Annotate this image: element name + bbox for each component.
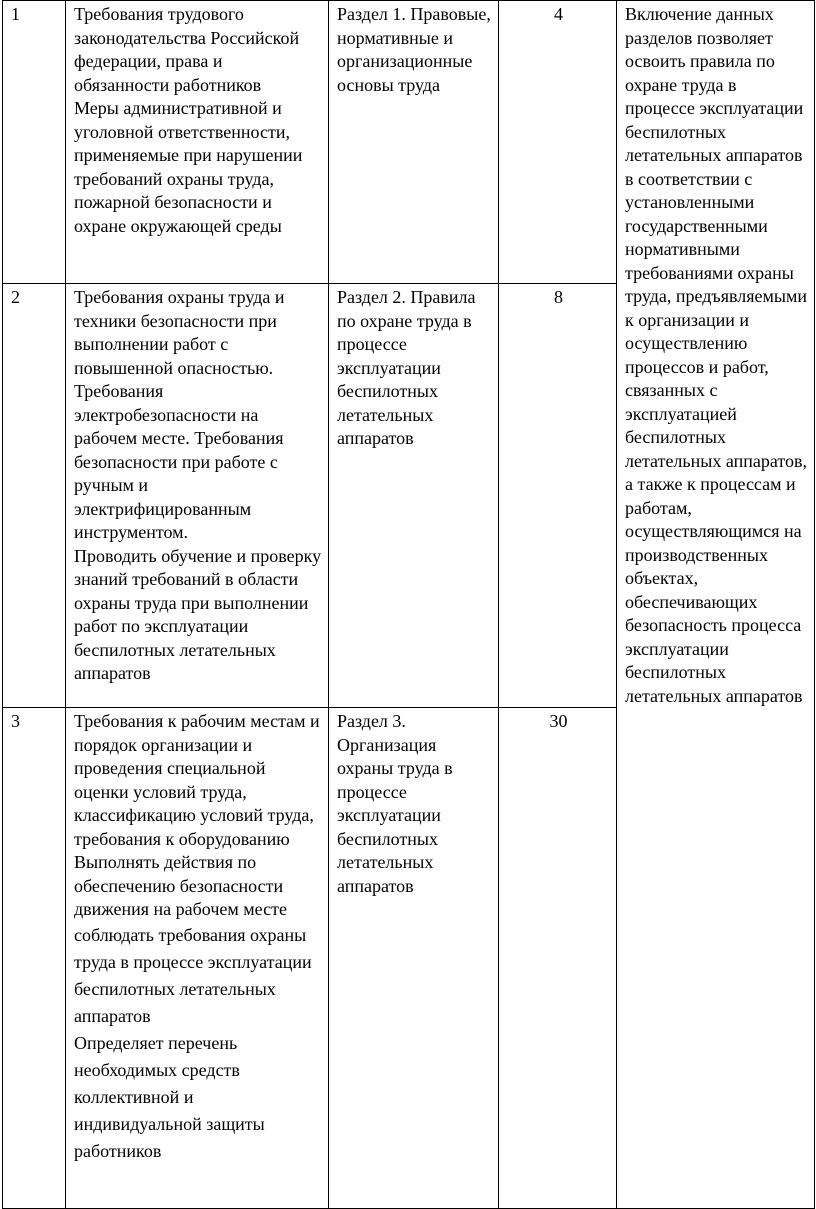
curriculum-table bbox=[2, 0, 815, 1209]
table-row bbox=[3, 1, 815, 284]
row-number: 1 bbox=[3, 1, 66, 284]
requirements-cell bbox=[66, 1, 329, 284]
section-cell: Раздел 3. Организация охраны труда в процессе эксплуатации беспилотных летательных аппаратов bbox=[329, 708, 499, 1209]
requirements-cell bbox=[66, 708, 329, 1209]
requirement-text: Проводить обучение и проверку знаний требований в области охраны труда при выполнении работ по эксплуатации беспилотных летательных аппаратов bbox=[74, 545, 322, 683]
requirement-text: Требования охраны труда и техники безопасности при выполнении работ с повышенной опасностью. Требования электробезопасности на рабочем месте. Требования безопасности при работе с ручным и электрифицированным инструментом. bbox=[74, 287, 285, 542]
requirements-cell bbox=[66, 284, 329, 708]
requirement-text: Определяет перечень необходимых средств коллективной и индивидуальной защиты работников bbox=[74, 1032, 265, 1161]
section-cell: Раздел 2. Правила по охране труда в процессе эксплуатации беспилотных летательных аппаратов bbox=[329, 284, 499, 708]
requirement-text: Выполнять действия по обеспечению безопасности движения на рабочем месте bbox=[74, 852, 287, 919]
row-number: 3 bbox=[3, 708, 66, 1209]
hours-cell: 8 bbox=[499, 284, 617, 708]
section-cell: Раздел 1. Правовые, нормативные и организационные основы труда bbox=[329, 1, 499, 284]
hours-cell: 30 bbox=[499, 708, 617, 1209]
requirement-text: Меры административной и уголовной ответственности, применяемые при нарушении требований охраны труда, пожарной безопасности и охране окружающей среды bbox=[74, 98, 303, 236]
requirement-text: соблюдать требования охраны труда в процессе эксплуатации беспилотных летательных аппаратов bbox=[74, 924, 312, 1026]
requirement-text: Требования к рабочим местам и порядок организации и проведения специальной оценки условий труда, классификацию условий труда, требования к оборудованию bbox=[74, 711, 320, 849]
requirement-text: Требования трудового законодательства Российской федерации, права и обязанности работников bbox=[74, 4, 300, 95]
outcome-cell: Включение данных разделов позволяет освоить правила по охране труда в процессе эксплуатации беспилотных летательных аппаратов в соответствии с установленными государственными нормативными требованиями охраны труда, предъявляемыми к организации и осуществлению процессов и работ, связанных с эксплуатацией беспилотных летательных аппаратов, а также к процессам и работам, осуществляющимся на производственных объектах, обеспечивающих безопасность процесса эксплуатации беспилотных летательных аппаратов bbox=[617, 1, 815, 1209]
hours-cell: 4 bbox=[499, 1, 617, 284]
row-number: 2 bbox=[3, 284, 66, 708]
